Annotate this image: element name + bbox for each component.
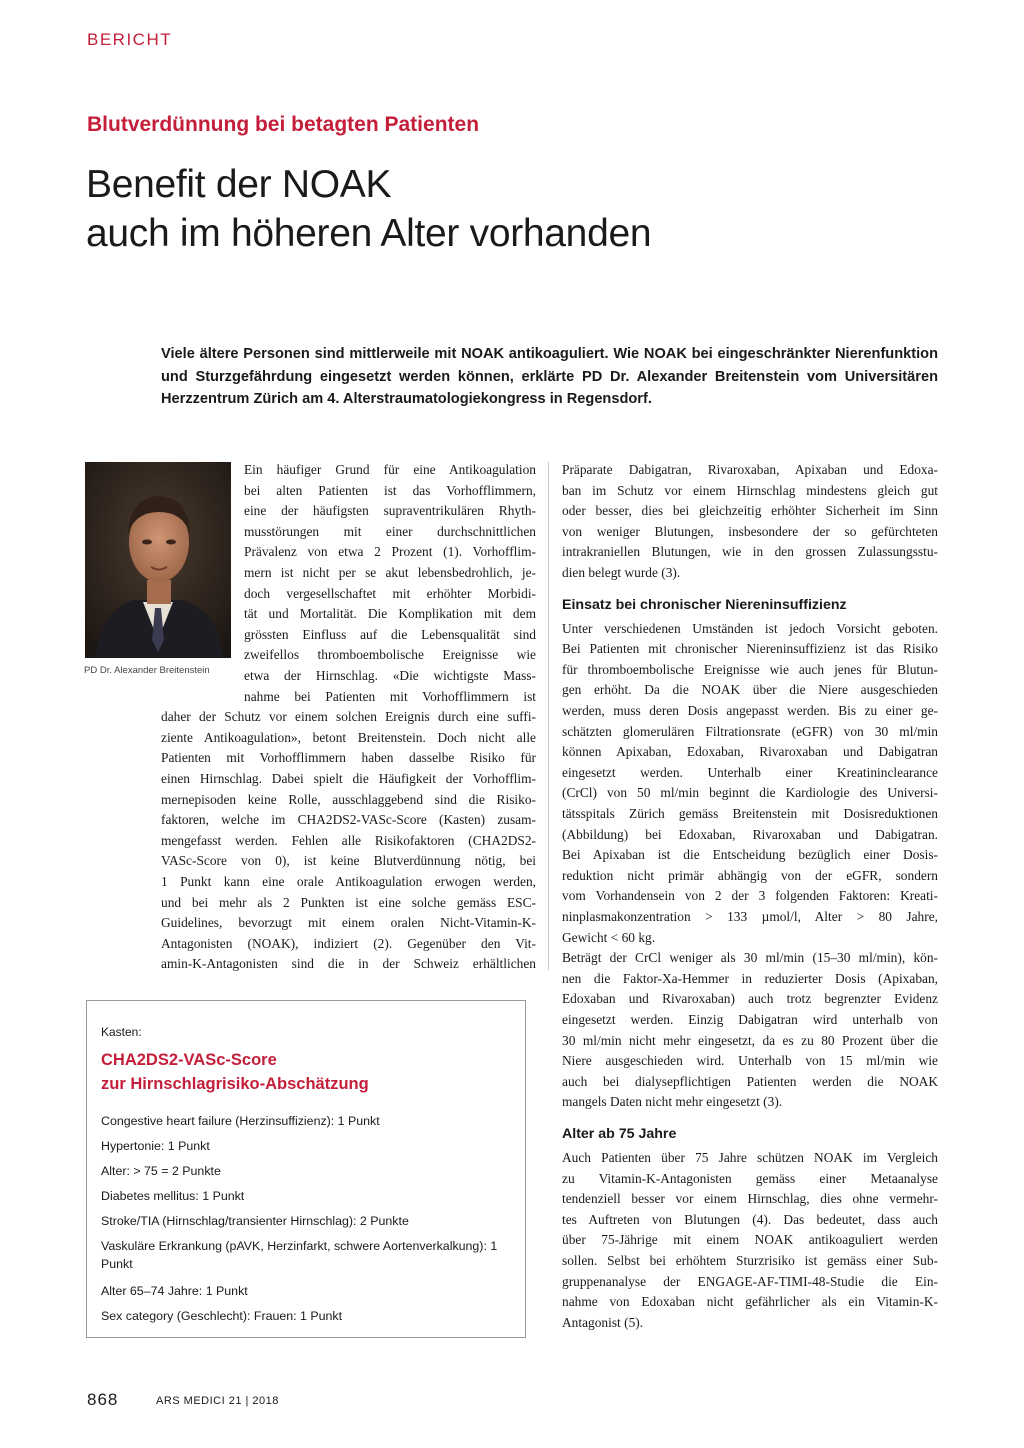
body-line: Bei Apixaban ist die Entscheidung bezüglich einer Dosis-: [562, 847, 938, 863]
body-line: mangels Daten nicht mehr eingesetzt (3).: [562, 1094, 783, 1110]
body-line: tes Auftreten von Blutungen (4). Das bedeutet, dass auch: [562, 1211, 938, 1227]
body-line: tät und Mortalität. Die Komplikation mit dem: [244, 606, 536, 622]
box-item: Congestive heart failure (Herzinsuffizienz): 1 Punkt: [101, 1114, 380, 1128]
subhead-niereninsuffizienz: Einsatz bei chronischer Niereninsuffizienz: [562, 596, 847, 613]
body-line: gen erhöht. Da die NOAK über die Niere ausgeschieden: [562, 682, 938, 698]
body-line: daher der Schutz vor einem solchen Ereignis durch eine suffi-: [161, 709, 536, 725]
box-label: Kasten:: [101, 1025, 142, 1039]
photo-caption: PD Dr. Alexander Breitenstein: [84, 665, 210, 676]
body-line: amin-K-Antagonisten sind die in der Schweiz erhältlichen: [161, 956, 536, 972]
body-line: 1 Punkt kann eine orale Antikoagulation erwogen werden,: [161, 874, 536, 889]
body-line: tendenziell besser vor einem Hirnschlag, dies ohne vermehr-: [562, 1191, 938, 1207]
subhead-alter-75: Alter ab 75 Jahre: [562, 1126, 677, 1142]
body-line: ziente Antikoagulation», betont Breitenstein. Doch nicht alle: [161, 729, 536, 745]
body-line: musstörungen mit einer durchschnittlichen: [244, 523, 536, 539]
article-title: [86, 160, 651, 258]
box-item: Sex category (Geschlecht): Frauen: 1 Punkt: [101, 1309, 343, 1323]
body-line: Prävalenz von etwa 2 Prozent (1). Vorhofflim-: [244, 544, 536, 560]
body-line: einen Hirnschlag. Dabei spielt die Häufigkeit der Vorhofflim-: [161, 771, 536, 786]
body-line: nen die Faktor-Xa-Hemmer in reduzierter Dosis (Apixaban,: [562, 970, 938, 986]
body-line: Ein häufiger Grund für eine Antikoagulation: [244, 462, 536, 477]
box-title: [101, 1048, 369, 1096]
body-line: (Abbildung) bei Edoxaban, Rivaroxaban und Dabigatran.: [562, 826, 938, 842]
body-line: grössten Einfluss auf die Lebensqualität sind: [244, 626, 536, 642]
body-line: Antagonisten (NOAK), indiziert (2). Gegenüber den Vit-: [161, 935, 536, 951]
title-line-1: Benefit der NOAK: [86, 163, 392, 206]
body-line: mern ist nicht per se akut lebensbedrohlich, je-: [244, 565, 536, 580]
body-line: schätzten glomerulären Filtrationsrate (eGFR) von 30 ml/min: [562, 723, 938, 739]
body-line: Gewicht < 60 kg.: [562, 929, 656, 945]
body-line: Edoxaban und Rivaroxaban) auch trotz begrenzter Evidenz: [562, 991, 938, 1007]
body-line: eine der häufigsten supraventrikulären Rhyth-: [244, 503, 536, 519]
box-title-line-2: zur Hirnschlagrisiko-Abschätzung: [101, 1075, 369, 1093]
box-item: Alter 65–74 Jahre: 1 Punkt: [101, 1284, 248, 1298]
box-item: Diabetes mellitus: 1 Punkt: [101, 1189, 245, 1203]
body-line: ninplasmakonzentration > 133 µmol/l, Alter > 80 Jahre,: [562, 909, 938, 924]
title-line-2: auch im höheren Alter vorhanden: [86, 212, 652, 255]
body-line: Beträgt der CrCl weniger als 30 ml/min (15–30 ml/min), kön-: [562, 950, 938, 966]
author-photo: [85, 462, 231, 658]
section-label: BERICHT: [87, 30, 173, 49]
body-line: nahme von Edoxaban nicht gefährlicher als ein Vitamin-K-: [562, 1294, 938, 1310]
body-line: tätsspitals Zürich gemäss Breitenstein mit Dosisreduktionen: [562, 806, 938, 821]
body-line: mengefasst werden. Fehlen alle Risikofaktoren (CHA2DS2-: [161, 832, 536, 848]
box-item: Vaskuläre Erkrankung (pAVK, Herzinfarkt, schwere Aortenverkalkung): 1 Punkt: [101, 1239, 498, 1271]
article-lead: Viele ältere Personen sind mittlerweile mit NOAK antikoaguliert. Wie NOAK bei eingeschränkter Nierenfunktion und Sturzgefährdung eingesetzt werden können, erklärte PD Dr. Alexander Breitenstein vom Universitären Herzzentrum Zürich am 4. Alterstraumatologiekongress in Regensdorf.: [161, 346, 938, 407]
body-line: mernepisoden keine Rolle, ausschlaggebend sind die Risiko-: [161, 791, 536, 807]
body-line: bei alten Patienten ist das Vorhofflimmern,: [244, 482, 536, 498]
body-line: zu Vitamin-K-Antagonisten gemäss einer Metaanalyse: [562, 1170, 938, 1186]
body-line: Patienten mit Vorhofflimmern haben dasselbe Risiko für: [161, 750, 536, 766]
box-item: Stroke/TIA (Hirnschlag/transienter Hirnschlag): 2 Punkte: [101, 1214, 409, 1228]
body-line: über 75-Jährige mit einem NOAK antikoaguliert werden: [562, 1232, 938, 1248]
body-line: doch vergesellschaftet mit erhöhter Morbidi-: [244, 585, 536, 601]
body-line: etwa der Hirnschlag. «Die wichtigste Mass-: [244, 668, 536, 683]
body-line: Präparate Dabigatran, Rivaroxaban, Apixaban und Edoxa-: [562, 462, 938, 477]
body-line: ban im Schutz vor einem Hirnschlag mindestens gleich gut: [562, 482, 938, 498]
body-line: sollen. Selbst bei erhöhtem Sturzrisiko ist gemäss einer Sub-: [562, 1253, 938, 1268]
body-line: Niere ausgeschieden wird. Unterhalb von 15 ml/min wie: [562, 1053, 938, 1069]
body-line: oder besser, dies bei gleichzeitig erhöhter Sicherheit im Sinn: [562, 503, 938, 519]
body-line: Antagonist (5).: [562, 1314, 644, 1330]
body-line: Bei Patienten mit chronischer Niereninsuffizienz ist das Risiko: [562, 641, 938, 657]
body-line: nahme bei Patienten mit Vorhofflimmern ist: [244, 688, 536, 704]
body-line: von weniger Blutungen, insbesondere der so gefürchteten: [562, 523, 938, 539]
body-line: auch bei dialysepflichtigen Patienten werden die NOAK: [562, 1073, 938, 1089]
body-line: und bei mehr als 2 Punkten ist eine solche gemäss ESC-: [161, 894, 536, 910]
body-line: werden, muss deren Dosis angepasst werden. Bis zu einer ge-: [562, 703, 938, 718]
column-divider: [548, 462, 549, 970]
body-line: intrakraniellen Blutungen, wie in den grossen Zulassungsstu-: [562, 544, 938, 560]
body-line: können Apixaban, Edoxaban, Rivaroxaban und Dabigatran: [562, 744, 938, 760]
body-line: eingesetzt werden. Unterhalb einer Kreatininclearance: [562, 764, 938, 780]
body-line: zweifellos thromboembolische Ereignisse wie: [244, 647, 536, 663]
body-line: reduktion nicht primär abhängig von der eGFR, sondern: [562, 867, 938, 883]
body-line: VASc-Score von 0), ist keine Blutverdünnung nötig, bei: [161, 853, 536, 869]
body-line: Unter verschiedenen Umständen ist jedoch Vorsicht geboten.: [562, 620, 938, 636]
body-line: faktoren, welche im CHA2DS2-VASc-Score (Kasten) zusam-: [161, 812, 536, 828]
body-line: (CrCl) von 50 ml/min beginnt die Kardiologie des Universi-: [562, 785, 938, 801]
box-item: Hypertonie: 1 Punkt: [101, 1139, 210, 1153]
body-line: Auch Patienten über 75 Jahre schützen NOAK im Vergleich: [562, 1150, 938, 1165]
body-line: Guidelines, bevorzugt mit einem oralen Nicht-Vitamin-K-: [161, 915, 536, 931]
article-kicker: Blutverdünnung bei betagten Patienten: [87, 113, 480, 136]
box-item: Alter: > 75 = 2 Punkte: [101, 1164, 221, 1178]
body-line: gruppenanalyse der ENGAGE-AF-TIMI-48-Studie die Ein-: [562, 1273, 938, 1289]
body-line: 30 ml/min nicht mehr eingesetzt, da es zu 80 Prozent über die: [562, 1032, 938, 1048]
body-line: eingesetzt werden. Einzig Dabigatran wird unterhalb von: [562, 1012, 938, 1027]
body-line: für thromboembolische Ereignisse wie auch jenes für Blutun-: [562, 661, 938, 677]
body-line: dien belegt wurde (3).: [562, 565, 681, 580]
journal-name: ARS MEDICI 21 | 2018: [156, 1395, 279, 1407]
box-title-line-1: CHA2DS2-VASc-Score: [101, 1051, 277, 1069]
page-number: 868: [87, 1390, 119, 1409]
body-line: vom Vorhandensein von 2 der 3 folgenden Faktoren: Kreati-: [562, 888, 938, 904]
